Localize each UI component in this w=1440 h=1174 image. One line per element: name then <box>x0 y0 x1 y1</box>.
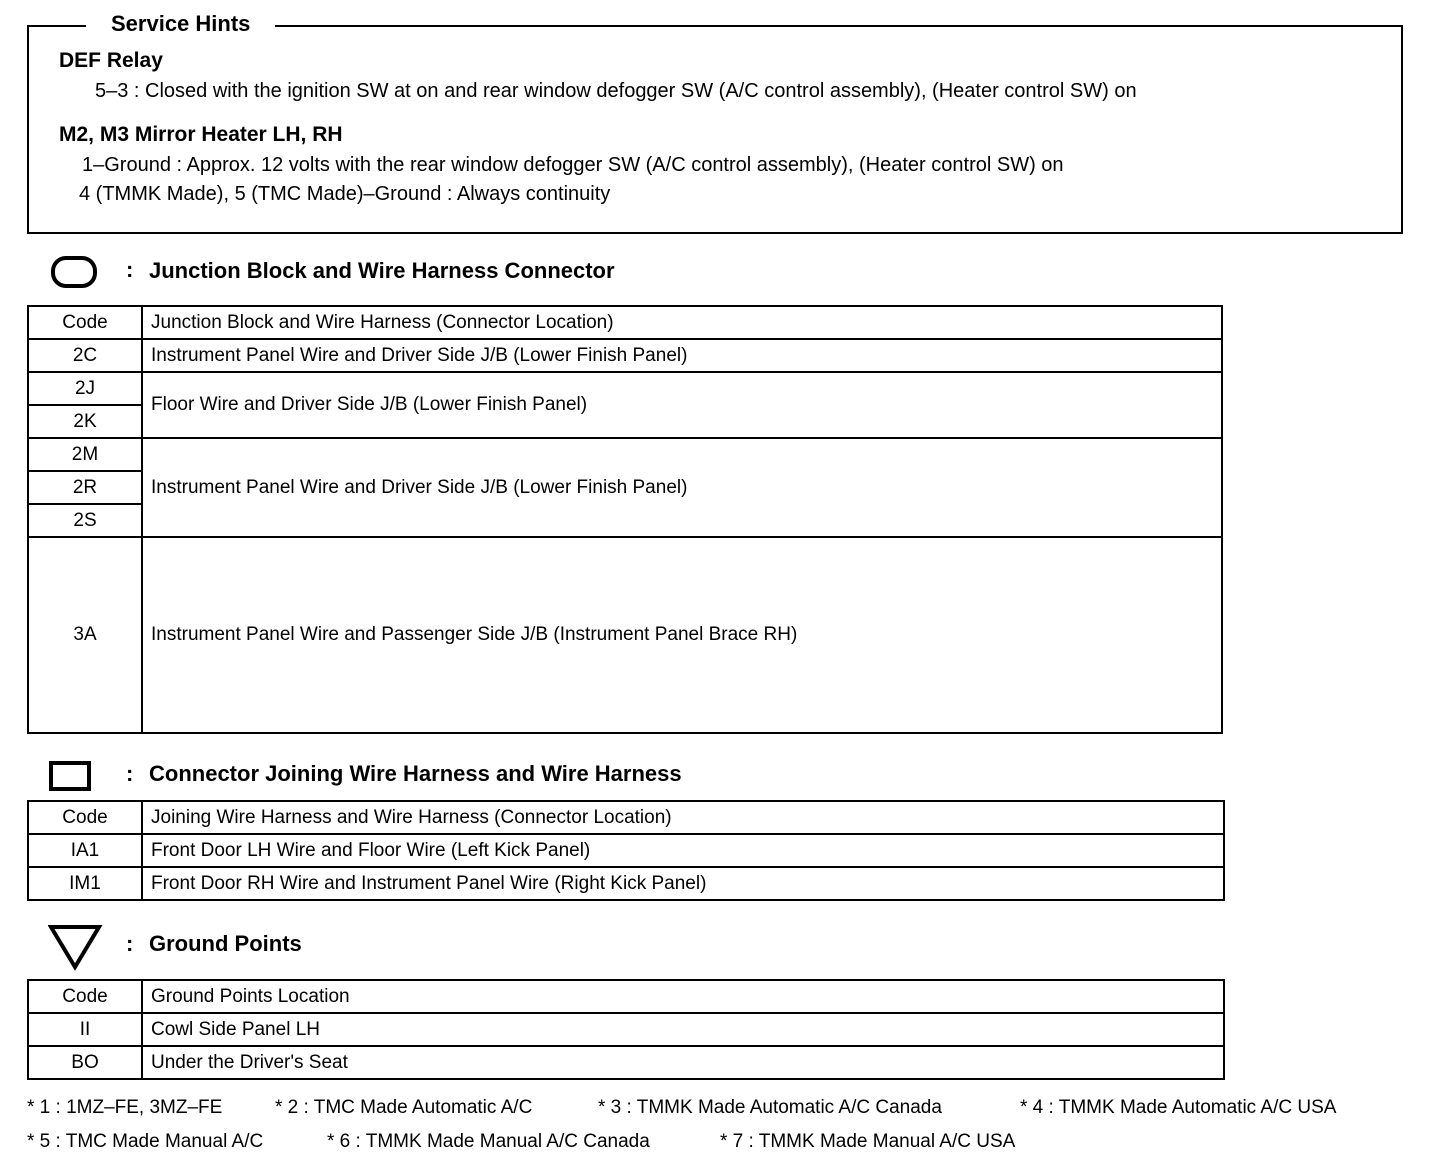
table-row <box>28 1013 1224 1046</box>
table-row <box>28 834 1224 867</box>
connector-joining-table <box>27 800 1225 901</box>
table-row <box>28 537 1222 733</box>
location-cell: Front Door RH Wire and Instrument Panel Wire (Right Kick Panel) <box>142 867 1224 900</box>
code-header: Code <box>28 306 142 339</box>
rounded-rectangle-icon <box>48 254 100 290</box>
footnote: * 3 : TMMK Made Automatic A/C Canada <box>598 1097 942 1118</box>
table-header-row <box>28 801 1224 834</box>
code-cell: 2M <box>28 438 142 471</box>
footnote: * 4 : TMMK Made Automatic A/C USA <box>1020 1097 1337 1118</box>
location-cell: Instrument Panel Wire and Driver Side J/B (Lower Finish Panel) <box>142 339 1222 372</box>
code-cell: II <box>28 1013 142 1046</box>
location-header: Joining Wire Harness and Wire Harness (Connector Location) <box>142 801 1224 834</box>
junction-block-table <box>27 305 1223 734</box>
triangle-down-icon <box>48 922 104 972</box>
footnote: * 7 : TMMK Made Manual A/C USA <box>720 1131 1016 1152</box>
junction-block-title: Junction Block and Wire Harness Connector <box>149 258 615 283</box>
code-cell: 2S <box>28 504 142 537</box>
code-header: Code <box>28 801 142 834</box>
code-cell: 2R <box>28 471 142 504</box>
location-cell: Instrument Panel Wire and Driver Side J/B (Lower Finish Panel) <box>142 438 1222 537</box>
location-header: Junction Block and Wire Harness (Connector Location) <box>142 306 1222 339</box>
location-cell: Floor Wire and Driver Side J/B (Lower Finish Panel) <box>142 372 1222 438</box>
ground-points-title: Ground Points <box>149 931 302 956</box>
junction-block-colon: : <box>126 257 134 282</box>
code-cell: IA1 <box>28 834 142 867</box>
code-cell: 2K <box>28 405 142 438</box>
service-hints-title: Service Hints <box>86 10 275 38</box>
table-row <box>28 438 1222 471</box>
footnote: * 6 : TMMK Made Manual A/C Canada <box>327 1131 650 1152</box>
footnotes-row-1 <box>27 1096 1427 1120</box>
table-header-row <box>28 306 1222 339</box>
location-cell: Cowl Side Panel LH <box>142 1013 1224 1046</box>
footnotes-row-2 <box>27 1130 1427 1154</box>
mirror-heater-heading: M2, M3 Mirror Heater LH, RH <box>59 123 343 146</box>
mirror-heater-hint-1: 1–Ground : Approx. 12 volts with the rear window defogger SW (A/C control assembly), (Heater control SW) on <box>82 154 1064 176</box>
location-cell: Front Door LH Wire and Floor Wire (Left Kick Panel) <box>142 834 1224 867</box>
location-cell: Instrument Panel Wire and Passenger Side J/B (Instrument Panel Brace RH) <box>142 537 1222 733</box>
code-header: Code <box>28 980 142 1013</box>
rectangle-icon <box>48 756 96 796</box>
def-relay-heading: DEF Relay <box>59 49 163 72</box>
ground-points-colon: : <box>126 931 134 956</box>
connector-joining-colon: : <box>126 761 134 786</box>
connector-joining-title: Connector Joining Wire Harness and Wire Harness <box>149 761 682 786</box>
code-cell: 2C <box>28 339 142 372</box>
code-cell: 2J <box>28 372 142 405</box>
table-row <box>28 867 1224 900</box>
table-row <box>28 339 1222 372</box>
mirror-heater-hint-2: 4 (TMMK Made), 5 (TMC Made)–Ground : Always continuity <box>79 183 611 205</box>
code-cell: 3A <box>28 537 142 733</box>
ground-points-table <box>27 979 1225 1080</box>
code-cell: IM1 <box>28 867 142 900</box>
footnote: * 5 : TMC Made Manual A/C <box>27 1131 264 1152</box>
table-row <box>28 1046 1224 1079</box>
footnote: * 1 : 1MZ–FE, 3MZ–FE <box>27 1097 223 1118</box>
def-relay-hint: 5–3 : Closed with the ignition SW at on and rear window defogger SW (A/C control assembly), (Heater control SW) on <box>95 80 1137 102</box>
code-cell: BO <box>28 1046 142 1079</box>
location-header: Ground Points Location <box>142 980 1224 1013</box>
footnote: * 2 : TMC Made Automatic A/C <box>275 1097 533 1118</box>
table-header-row <box>28 980 1224 1013</box>
location-cell: Under the Driver's Seat <box>142 1046 1224 1079</box>
table-row <box>28 372 1222 405</box>
